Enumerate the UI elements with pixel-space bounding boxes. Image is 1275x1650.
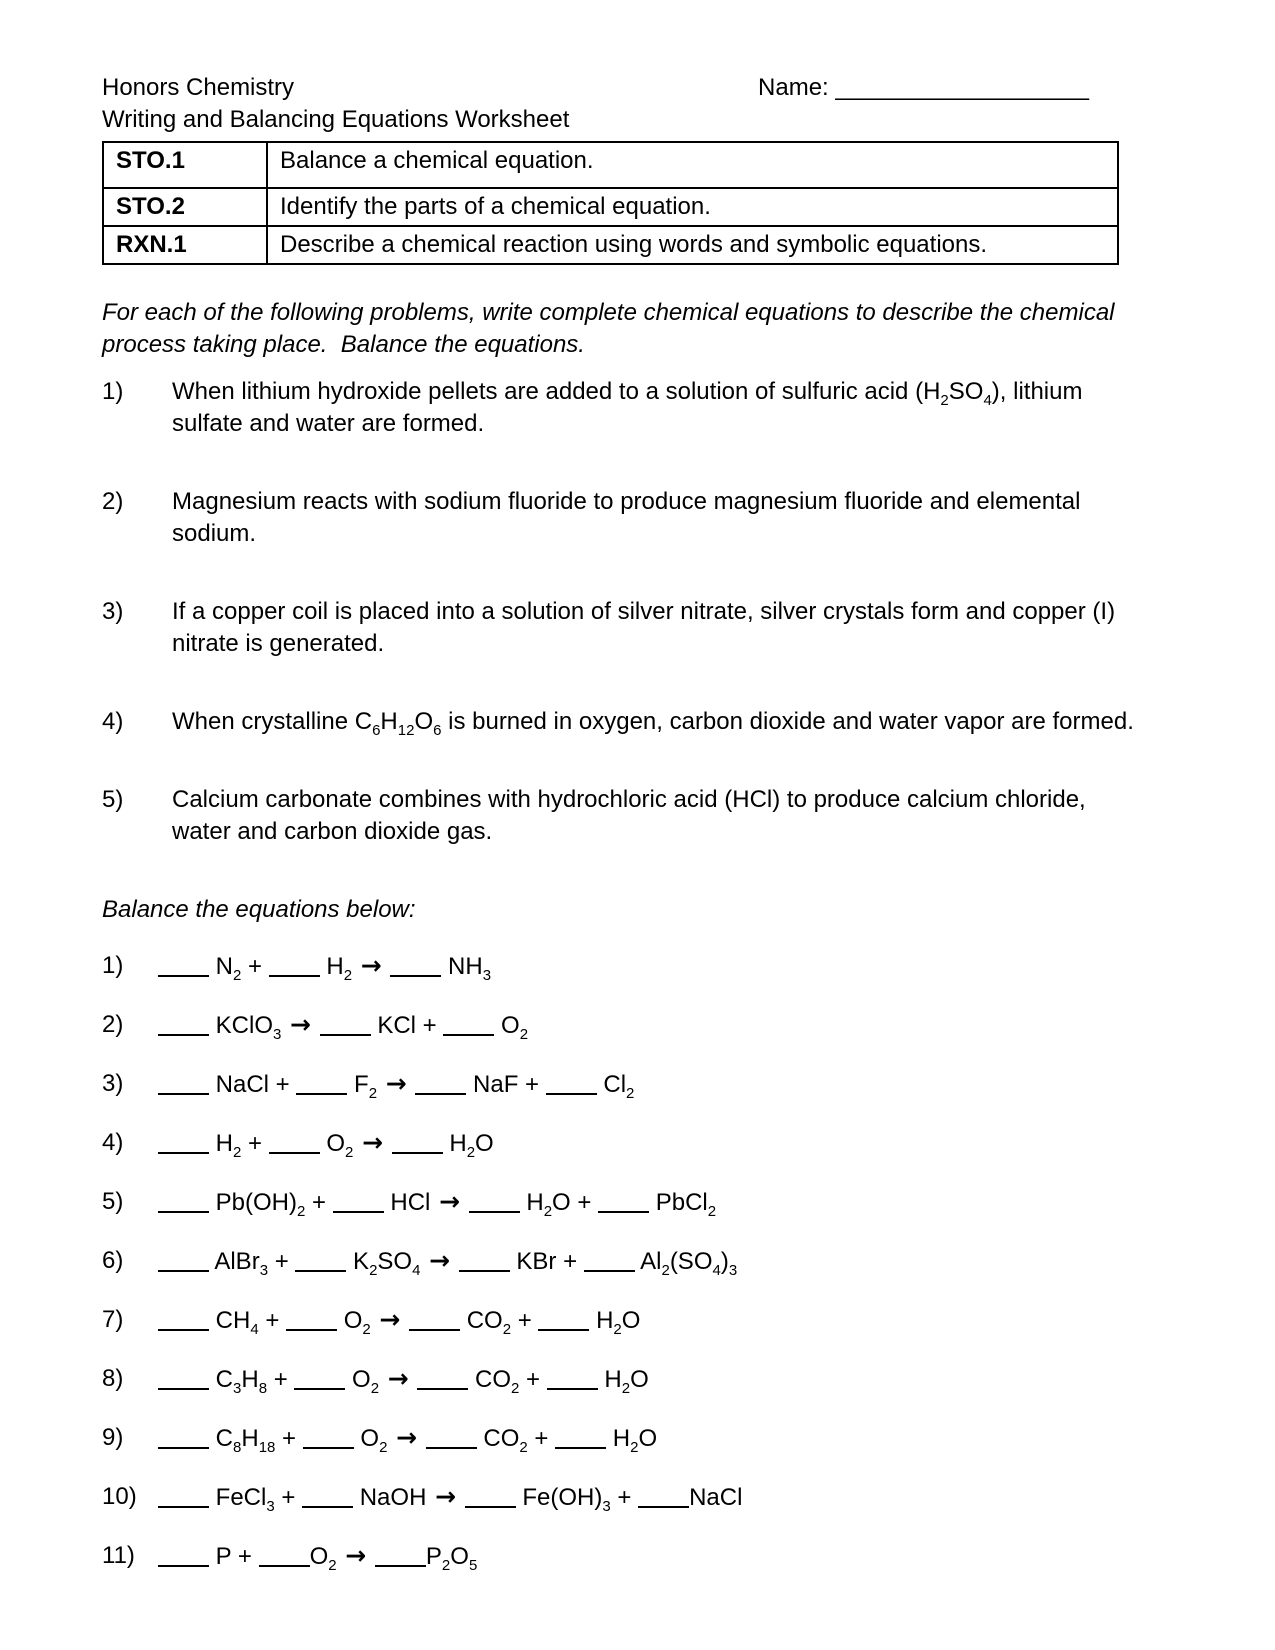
equation-formula: $N_2 + H_2 \to NH_3$: [158, 950, 491, 983]
course-title: Honors Chemistry: [102, 74, 295, 101]
intro-paragraph: For each of the following problems, write complete chemical equations to describe the chemical process taking place. Balance the equations.: [102, 299, 1115, 358]
answer-blank[interactable]: [392, 1139, 443, 1154]
standard-description: Balance a chemical equation.: [267, 142, 1118, 188]
problem-text: When lithium hydroxide pellets are added to a solution of sulfuric acid $(H_2SO_4)$, lithium sulfate and water are formed.: [172, 378, 1083, 437]
problem-number: 1): [102, 378, 124, 405]
answer-blank[interactable]: [269, 962, 320, 977]
equation-row: [102, 1540, 1147, 1573]
answer-blank[interactable]: [333, 1198, 384, 1213]
equation-row: [102, 950, 1147, 983]
answer-blank[interactable]: [158, 1552, 209, 1567]
standard-description: Identify the parts of a chemical equation.: [267, 188, 1118, 226]
answer-blank[interactable]: [546, 1080, 597, 1095]
equation-row: [102, 1009, 1147, 1042]
equation-formula: FeCl$_3$ + NaOH → $Fe(OH)_3$ + NaCl: [158, 1481, 742, 1514]
equation-row: [102, 1127, 1147, 1160]
reaction-arrow-icon: →: [360, 951, 382, 980]
table-row: [103, 142, 1118, 188]
answer-blank[interactable]: [158, 1316, 209, 1331]
table-row: [103, 188, 1118, 226]
worksheet-title: Writing and Balancing Equations Worksheet: [102, 106, 570, 133]
equation-number: 8): [102, 1365, 124, 1392]
answer-blank[interactable]: [158, 1375, 209, 1390]
equation-number: 10): [102, 1483, 137, 1510]
reaction-arrow-icon: →: [429, 1246, 451, 1275]
answer-blank[interactable]: [259, 1552, 310, 1567]
name-blank[interactable]: ___________________: [835, 74, 1089, 101]
equation-number: 2): [102, 1011, 124, 1038]
answer-blank[interactable]: [417, 1375, 468, 1390]
answer-blank[interactable]: [538, 1316, 589, 1331]
equation-number: 9): [102, 1424, 124, 1451]
equation-row: [102, 1481, 1147, 1514]
word-problems-section: [102, 376, 1147, 848]
problem-text: Magnesium reacts with sodium fluoride to produce magnesium fluoride and elemental sodium.: [172, 488, 1081, 547]
answer-blank[interactable]: [158, 1434, 209, 1449]
equation-formula: $C_8H_{18} + O_2 \to CO_2 + H_2O$: [158, 1422, 657, 1455]
equation-number: 5): [102, 1188, 124, 1215]
word-problem: [102, 486, 1147, 550]
equation-row: [102, 1422, 1147, 1455]
equation-row: [102, 1068, 1147, 1101]
problem-text: If a copper coil is placed into a solution of silver nitrate, silver crystals form and copper (I) nitrate is generated.: [172, 598, 1116, 657]
answer-blank[interactable]: [443, 1021, 494, 1036]
answer-blank[interactable]: [465, 1493, 516, 1508]
header-titles: [102, 72, 569, 136]
standards-table: [102, 141, 1119, 265]
answer-blank[interactable]: [158, 1198, 209, 1213]
answer-blank[interactable]: [296, 1080, 347, 1095]
answer-blank[interactable]: [390, 962, 441, 977]
answer-blank[interactable]: [286, 1316, 337, 1331]
reaction-arrow-icon: →: [362, 1128, 384, 1157]
standard-code: STO.2: [103, 188, 267, 226]
reaction-arrow-icon: →: [396, 1423, 418, 1452]
answer-blank[interactable]: [295, 1257, 346, 1272]
answer-blank[interactable]: [469, 1198, 520, 1213]
equation-number: 1): [102, 952, 124, 979]
answer-blank[interactable]: [294, 1375, 345, 1390]
answer-blank[interactable]: [158, 962, 209, 977]
equation-number: 6): [102, 1247, 124, 1274]
answer-blank[interactable]: [555, 1434, 606, 1449]
answer-blank[interactable]: [584, 1257, 635, 1272]
equation-formula: KClO$_3$ → KCl + $O_2$: [158, 1009, 528, 1042]
equation-formula: $Pb(OH)_2$ + HCl → $H_2O$ + PbCl$_2$: [158, 1186, 716, 1219]
table-row: [103, 226, 1118, 264]
equation-formula: $CH_4 + O_2 \to CO_2 + H_2O$: [158, 1304, 640, 1337]
answer-blank[interactable]: [415, 1080, 466, 1095]
problem-number: 5): [102, 786, 124, 813]
equations-section: [102, 950, 1147, 1573]
answer-blank[interactable]: [158, 1139, 209, 1154]
name-label: Name:: [758, 74, 829, 101]
answer-blank[interactable]: [459, 1257, 510, 1272]
answer-blank[interactable]: [269, 1139, 320, 1154]
equation-row: [102, 1245, 1147, 1278]
header: [102, 72, 1147, 136]
name-line: [758, 72, 1089, 104]
answer-blank[interactable]: [409, 1316, 460, 1331]
problem-text: Calcium carbonate combines with hydrochloric acid (HCl) to produce calcium chloride, water and carbon dioxide gas.: [172, 786, 1086, 845]
answer-blank[interactable]: [426, 1434, 477, 1449]
equation-row: [102, 1363, 1147, 1396]
answer-blank[interactable]: [302, 1493, 353, 1508]
equation-number: 3): [102, 1070, 124, 1097]
reaction-arrow-icon: →: [435, 1482, 457, 1511]
equation-row: [102, 1304, 1147, 1337]
equation-number: 4): [102, 1129, 124, 1156]
answer-blank[interactable]: [547, 1375, 598, 1390]
problem-number: 4): [102, 708, 124, 735]
answer-blank[interactable]: [303, 1434, 354, 1449]
answer-blank[interactable]: [158, 1021, 209, 1036]
answer-blank[interactable]: [638, 1493, 689, 1508]
word-problem: [102, 596, 1147, 660]
problem-number: 2): [102, 488, 124, 515]
word-problem: [102, 706, 1147, 738]
equation-formula: $P + O_2 \to P_2O_5$: [158, 1540, 477, 1573]
reaction-arrow-icon: →: [385, 1069, 407, 1098]
balance-heading: Balance the equations below:: [102, 896, 416, 923]
answer-blank[interactable]: [158, 1080, 209, 1095]
answer-blank[interactable]: [320, 1021, 371, 1036]
reaction-arrow-icon: →: [387, 1364, 409, 1393]
reaction-arrow-icon: →: [345, 1541, 367, 1570]
problem-number: 3): [102, 598, 124, 625]
equation-number: 7): [102, 1306, 124, 1333]
answer-blank[interactable]: [598, 1198, 649, 1213]
reaction-arrow-icon: →: [439, 1187, 461, 1216]
equation-formula: $H_2 + O_2 \to H_2O$: [158, 1127, 494, 1160]
answer-blank[interactable]: [158, 1493, 209, 1508]
equation-formula: $C_3H_8 + O_2 \to CO_2 + H_2O$: [158, 1363, 649, 1396]
answer-blank[interactable]: [158, 1257, 209, 1272]
equation-row: [102, 1186, 1147, 1219]
standard-code: STO.1: [103, 142, 267, 188]
equation-formula: NaCl + $F_2$ → NaF + $Cl_2$: [158, 1068, 634, 1101]
standard-code: RXN.1: [103, 226, 267, 264]
equation-number: 11): [102, 1542, 135, 1569]
answer-blank[interactable]: [375, 1552, 426, 1567]
word-problem: [102, 784, 1147, 848]
reaction-arrow-icon: →: [379, 1305, 401, 1334]
standard-description: Describe a chemical reaction using words and symbolic equations.: [267, 226, 1118, 264]
word-problem: [102, 376, 1147, 440]
reaction-arrow-icon: →: [290, 1010, 311, 1039]
equation-formula: AlBr$_3$ + $K_2SO_4$ → KBr + $Al_2(SO_4)_3$: [158, 1245, 737, 1278]
problem-text: When crystalline $C_6H_{12}O_6$ is burned in oxygen, carbon dioxide and water vapor are formed.: [172, 708, 1134, 739]
